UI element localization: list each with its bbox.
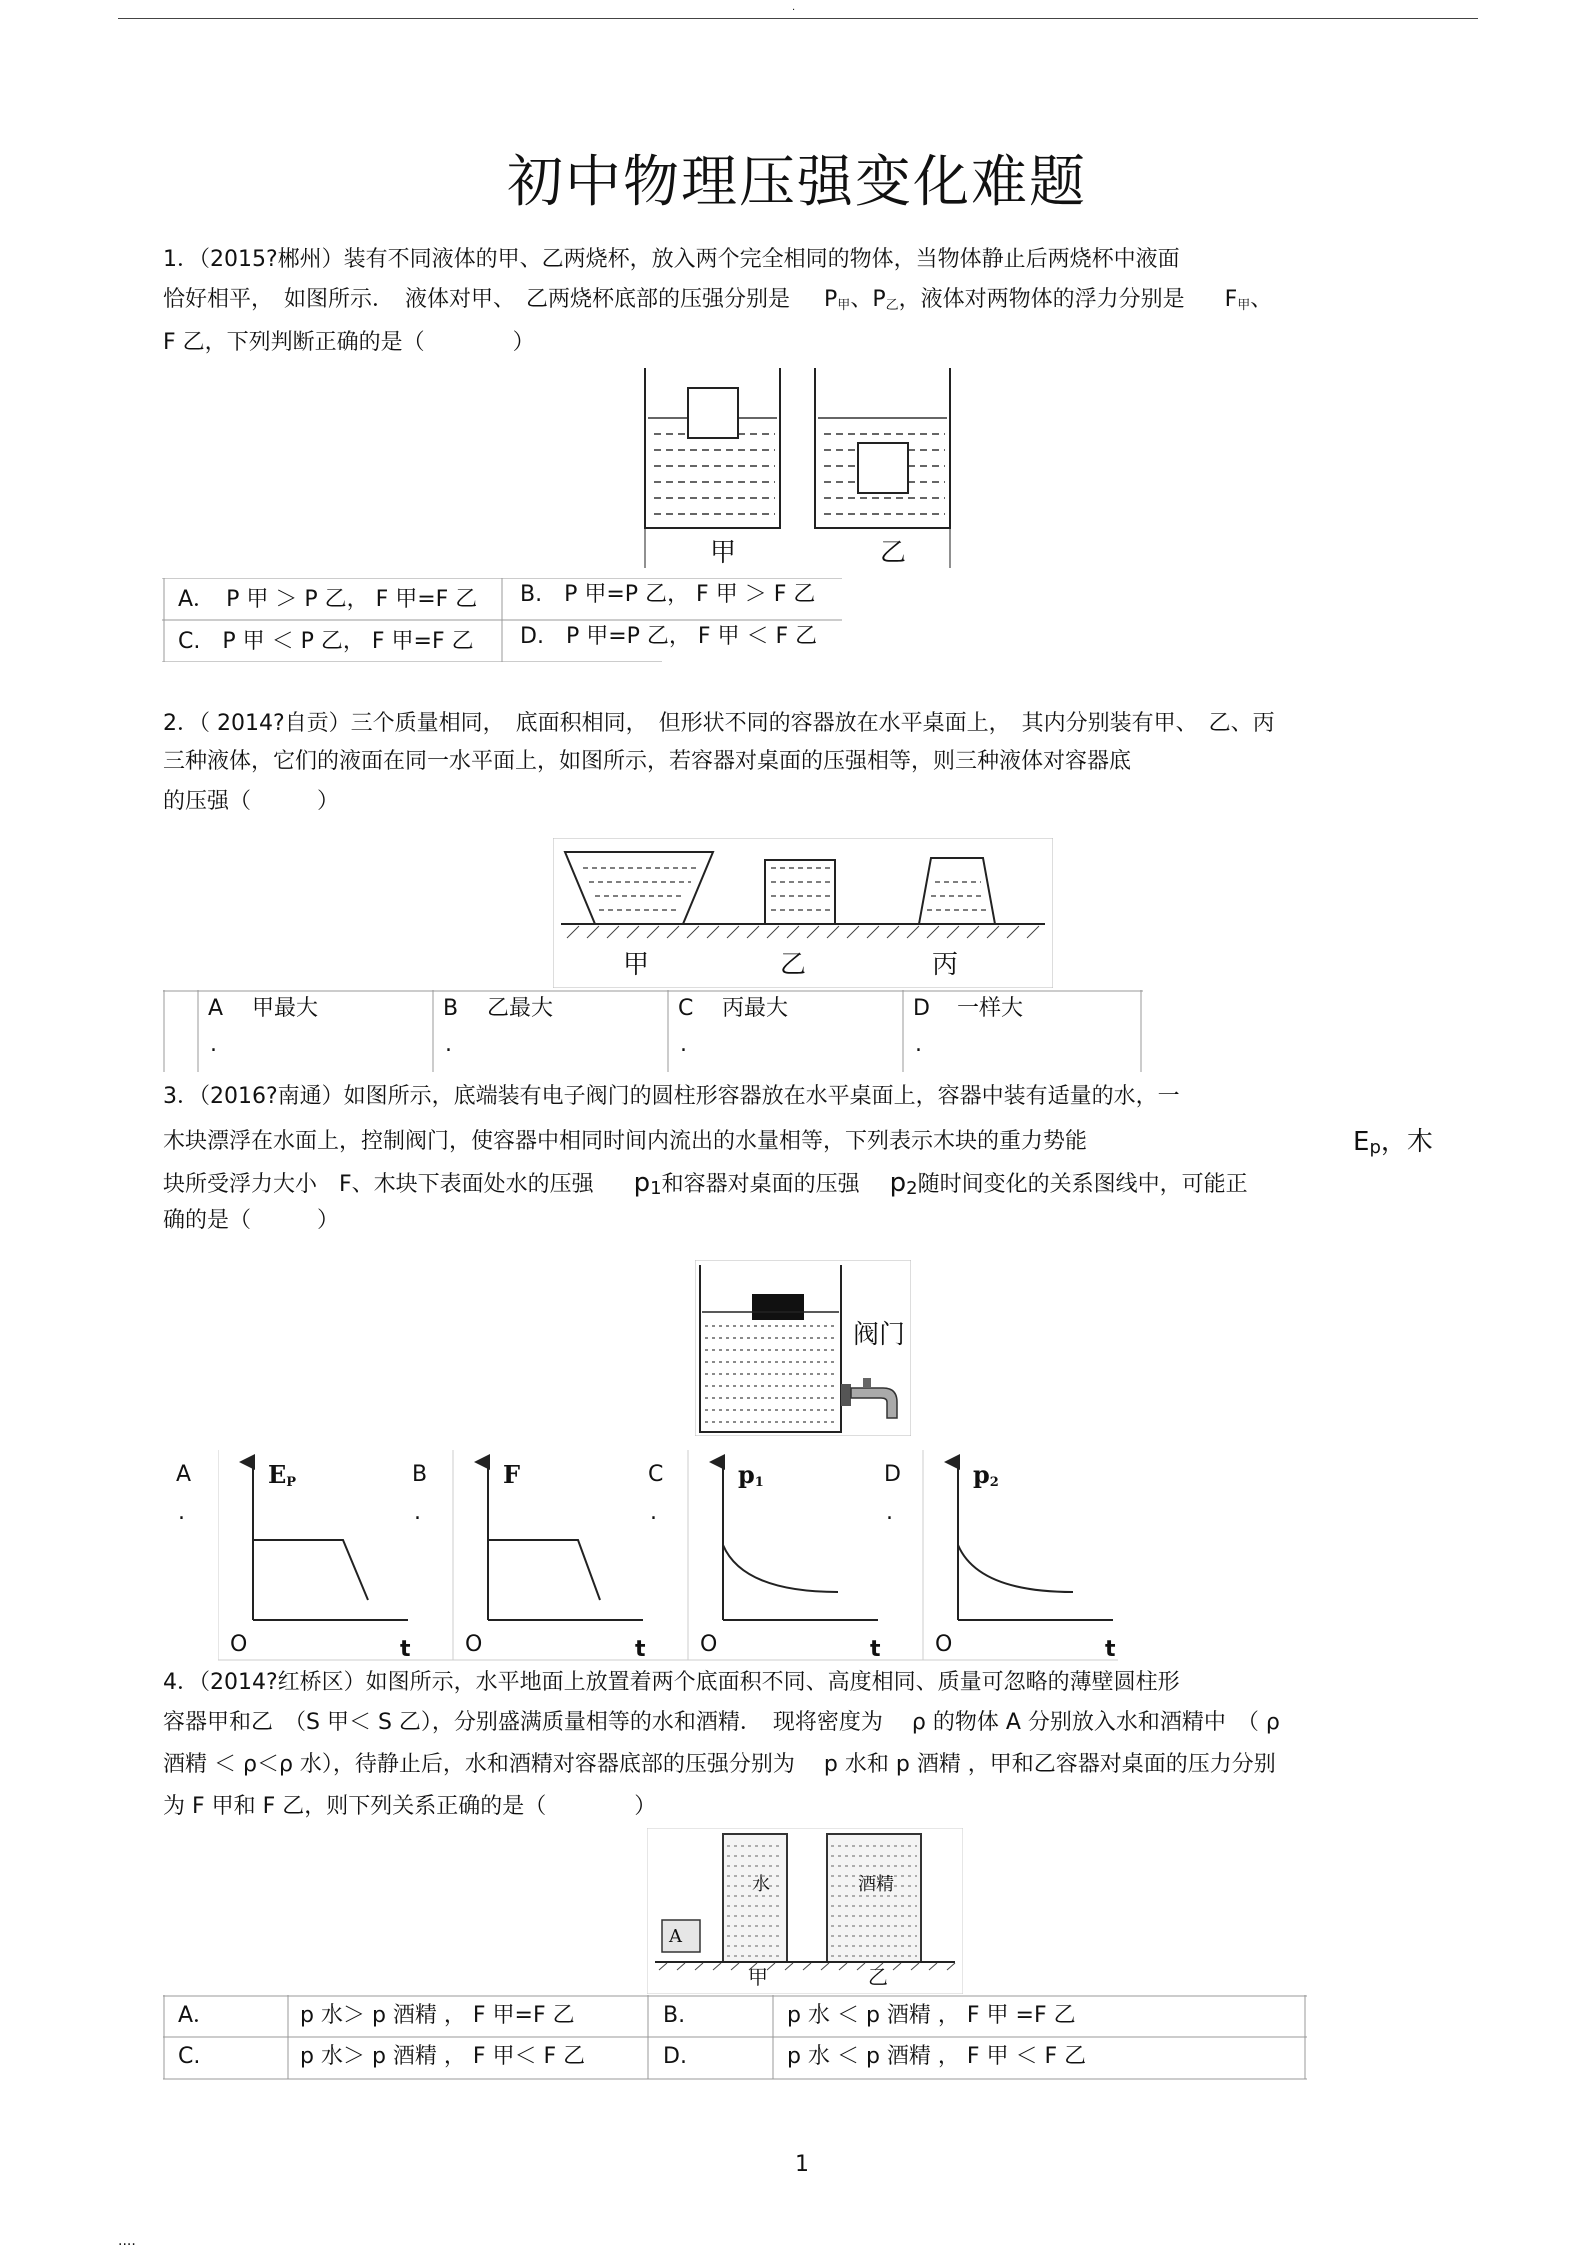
q3-line4: 确的是（ ） xyxy=(163,1208,340,1233)
q2-option-d[interactable]: D xyxy=(913,996,930,1021)
graph-d-xlabel: t xyxy=(1105,1637,1116,1662)
q3-option-b[interactable]: B xyxy=(412,1462,428,1487)
q2-option-c-dot: . xyxy=(680,1032,687,1057)
q4-option-a-text: p 水＞ p 酒精 ， F 甲=F 乙 xyxy=(300,2003,575,2028)
q4-fig-label-jia: 甲 xyxy=(748,1965,768,1989)
q4-line1: 4．（2014?红桥区）如图所示，水平地面上放置着两个底面积不同、高度相同、质量可忽略的薄壁圆柱形 xyxy=(163,1670,1180,1695)
q1-option-d[interactable]: D. P 甲=P 乙， F 甲 ＜ F 乙 xyxy=(520,624,818,649)
q2-option-b-dot: . xyxy=(445,1032,452,1057)
q4-option-d[interactable]: D. xyxy=(663,2044,687,2069)
q2-fig-label-jia: 甲 xyxy=(623,950,650,980)
q1-option-c[interactable]: C. P 甲 ＜ P 乙， F 甲=F 乙 xyxy=(178,629,474,654)
q2-fig-label-yi: 乙 xyxy=(780,950,807,980)
q2-option-b-text: 乙最大 xyxy=(487,996,554,1021)
graph-c-xlabel: t xyxy=(870,1637,881,1662)
q4-water-label: 水 xyxy=(752,1874,770,1895)
q4-block-label: A xyxy=(669,1926,682,1947)
q2-line3: 的压强（ ） xyxy=(163,789,340,814)
q4-line2: 容器甲和乙 （S 甲＜ S 乙），分别盛满质量相等的水和酒精． 现将密度为 ρ 的物体 A 分别放入水和酒精中 （ ρ xyxy=(163,1710,1280,1735)
q4-line4: 为 F 甲和 F 乙，则下列关系正确的是（ ） xyxy=(163,1794,657,1819)
q4-option-b[interactable]: B. xyxy=(663,2003,686,2028)
q3-option-a[interactable]: A xyxy=(176,1462,192,1487)
graph-a-curve xyxy=(253,1540,368,1600)
header-dot: . xyxy=(792,2,796,13)
q3-valve-label: 阀门 xyxy=(853,1320,906,1350)
q3-option-d-dot: . xyxy=(886,1500,893,1525)
graph-b-xlabel: t xyxy=(635,1637,646,1662)
q2-option-c-text: 丙最大 xyxy=(722,996,789,1021)
q2-option-c[interactable]: C xyxy=(678,996,694,1021)
q1-fig-label-yi: 乙 xyxy=(880,538,907,568)
q3-line2: 木块漂浮在水面上，控制阀门，使容器中相同时间内流出的水量相等，下列表示木块的重力势能 xyxy=(163,1129,1088,1154)
q2-option-d-dot: . xyxy=(915,1032,922,1057)
q4-option-c[interactable]: C. xyxy=(178,2044,201,2069)
q3-option-b-dot: . xyxy=(414,1500,421,1525)
q4-line3: 酒精 ＜ ρ＜ρ 水），待静止后，水和酒精对容器底部的压强分别为 p 水和 p 酒精 ，甲和乙容器对桌面的压力分别 xyxy=(163,1752,1276,1777)
q4-option-d-text: p 水 ＜ p 酒精 ， F 甲 ＜ F 乙 xyxy=(787,2044,1087,2069)
q4-option-a[interactable]: A． xyxy=(178,2003,216,2028)
q1-line3: F 乙，下列判断正确的是（ ） xyxy=(163,330,535,355)
graph-b-ylabel: F xyxy=(503,1460,521,1489)
q3-option-d[interactable]: D xyxy=(884,1462,901,1487)
q2-option-b[interactable]: B xyxy=(443,996,459,1021)
q2-option-d-text: 一样大 xyxy=(957,996,1024,1021)
graph-c-origin: O xyxy=(700,1632,718,1657)
q3-option-c-dot: . xyxy=(650,1500,657,1525)
graph-a-xlabel: t xyxy=(400,1637,411,1662)
q2-fig-label-bing: 丙 xyxy=(932,950,959,980)
q1-option-a[interactable]: A． P 甲 ＞ P 乙， F 甲=F 乙 xyxy=(178,587,478,612)
q1-beakers-figure xyxy=(640,368,956,568)
q2-line2: 三种液体，它们的液面在同一水平面上，如图所示，若容器对桌面的压强相等，则三种液体对容器底 xyxy=(163,749,1132,774)
q4-fig-label-yi: 乙 xyxy=(868,1965,888,1989)
header-rule xyxy=(118,18,1478,19)
graph-d-ylabel: $p_2$ xyxy=(973,1460,999,1490)
q3-option-c[interactable]: C xyxy=(648,1462,664,1487)
page-title: 初中物理压强变化难题 xyxy=(507,150,1087,215)
q3-graphs-figure xyxy=(218,1450,1218,1666)
q3-line1: 3．（2016?南通）如图所示，底端装有电子阀门的圆柱形容器放在水平桌面上，容器中装有适量的水，一 xyxy=(163,1084,1180,1109)
q2-option-a-text: 甲最大 xyxy=(252,996,319,1021)
q3-line2-ep: $E_p$，木 xyxy=(1353,1127,1433,1158)
graph-c-ylabel: $p_1$ xyxy=(738,1460,764,1490)
q4-alcohol-label: 酒精 xyxy=(858,1874,894,1895)
graph-c-curve xyxy=(723,1545,838,1592)
q2-option-a[interactable]: A xyxy=(208,996,224,1021)
q4-option-c-text: p 水＞ p 酒精 ， F 甲＜ F 乙 xyxy=(300,2044,586,2069)
q4-option-b-text: p 水 ＜ p 酒精 ， F 甲 =F 乙 xyxy=(787,2003,1076,2028)
page-number: 1 xyxy=(795,2152,809,2177)
q3-line3: 块所受浮力大小 F、木块下表面处水的压强 $p_1$和容器对桌面的压强 $p_2$随时间变化的关系图线中，可能正 xyxy=(163,1168,1248,1199)
q1-option-b[interactable]: B. P 甲=P 乙， F 甲 ＞ F 乙 xyxy=(520,582,816,607)
graph-b-curve xyxy=(488,1540,600,1600)
graph-a-ylabel: $E_P$ xyxy=(268,1460,297,1490)
q3-option-a-dot: . xyxy=(178,1500,185,1525)
q4-containers-figure xyxy=(647,1828,963,1994)
graph-a-origin: O xyxy=(230,1632,248,1657)
q2-option-a-dot: . xyxy=(210,1032,217,1057)
graph-d-origin: O xyxy=(935,1632,953,1657)
q2-line1: 2．（ 2014?自贡）三个质量相同， 底面积相同， 但形状不同的容器放在水平桌面上， 其内分别装有甲、 乙、丙 xyxy=(163,711,1275,736)
graph-d-curve xyxy=(958,1545,1073,1592)
footer-dots: .... xyxy=(118,2233,136,2249)
q1-line1: 1．（2015?郴州）装有不同液体的甲、乙两烧杯，放入两个完全相同的物体，当物体静止后两烧杯中液面 xyxy=(163,247,1180,272)
q1-fig-label-jia: 甲 xyxy=(710,538,737,568)
graph-b-origin: O xyxy=(465,1632,483,1657)
q1-line2: 恰好相平， 如图所示． 液体对甲、 乙两烧杯底部的压强分别是 $P_甲$、$P_乙$，液体对两物体的浮力分别是 $F_甲$、 xyxy=(163,287,1273,313)
